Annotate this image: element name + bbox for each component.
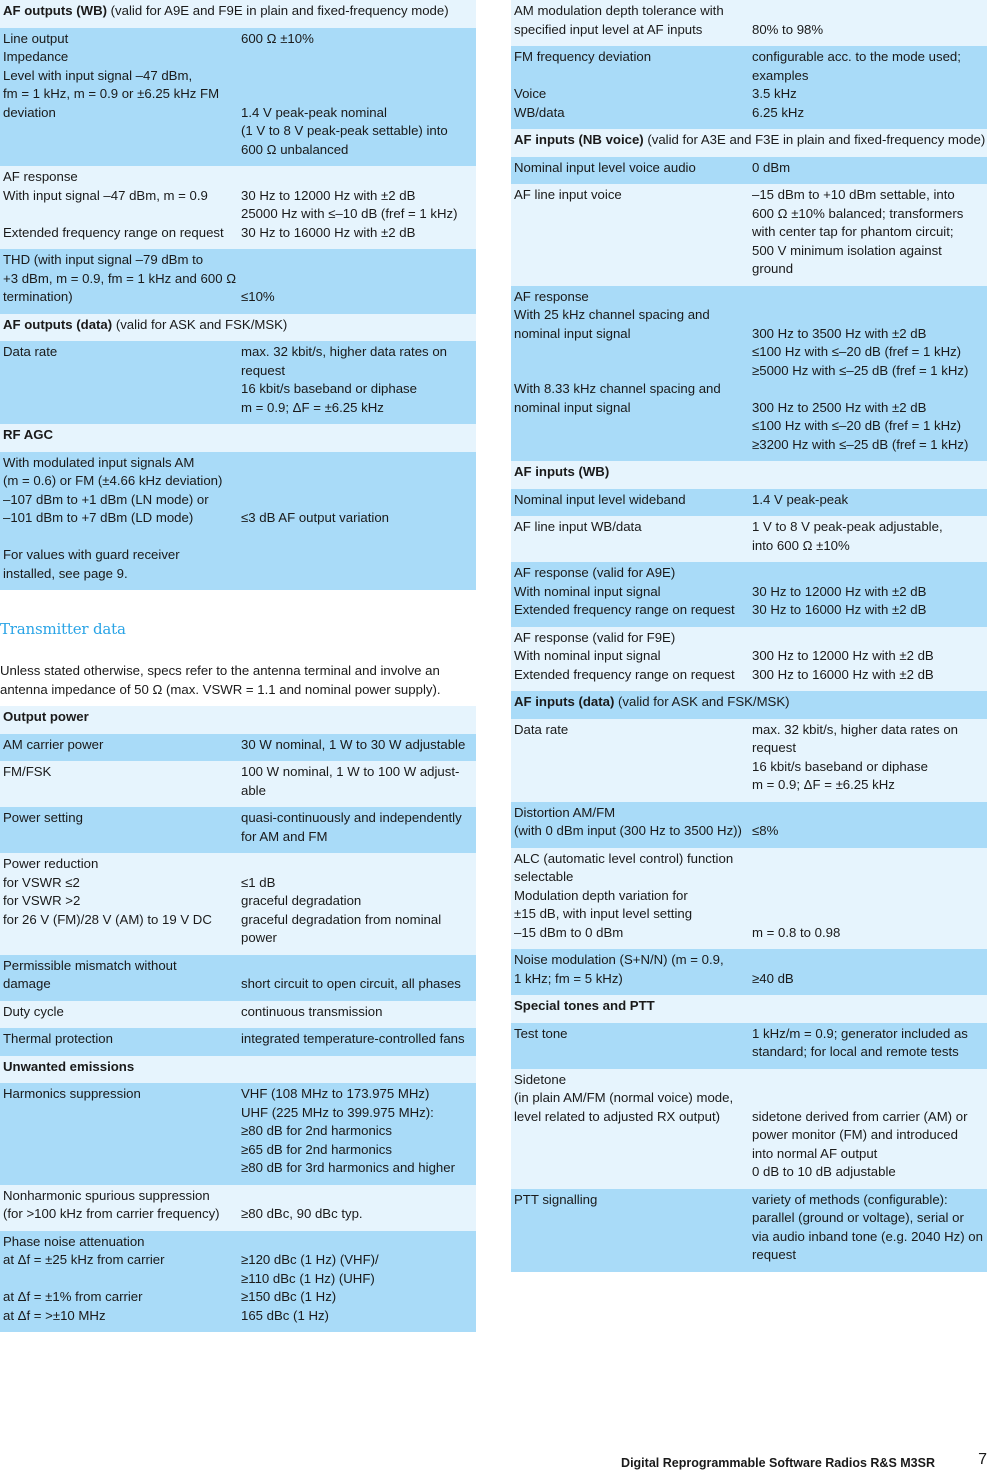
spec-row: [0, 1083, 476, 1185]
spec-label: [3, 30, 241, 160]
cell-text: Power reduction for VSWR ≤2 for VSWR >2 for 26 V (FM)/28 V (AM) to 19 V DC: [3, 856, 212, 927]
cell-text: Permissible mismatch without damage: [3, 957, 177, 991]
spec-label: [514, 491, 752, 510]
spec-row: [511, 184, 987, 286]
spec-row: [0, 1231, 476, 1333]
cell-text: Phase noise attenuation at Δf = ±25 kHz from carrier at Δf = ±1% from carrier at Δf = >±10 MHz: [3, 1233, 165, 1323]
spec-row: [511, 949, 987, 995]
cell-text: ALC (automatic level control) function selectable Modulation depth variation for ±15 dB, with input level setting –15 dBm to 0 dBm: [514, 850, 734, 940]
section-header: [3, 316, 476, 335]
spec-row: [511, 627, 987, 692]
spec-row: [0, 452, 476, 591]
cell-text: Distortion AM/FM (with 0 dBm input (300 Hz to 3500 Hz)): [514, 804, 742, 838]
spec-label: [514, 1025, 752, 1062]
left-column: [0, 0, 476, 590]
receiver-spec-table: [0, 0, 476, 590]
cell-text: AF response With 25 kHz channel spacing and nominal input signal With 8.33 kHz channel spacing and nominal input signal: [514, 288, 721, 415]
spec-value: ≥80 dBc, 90 dBc typ.: [241, 1206, 363, 1221]
page-number: 7: [978, 1451, 987, 1468]
cell-text: RF AGC: [3, 427, 54, 442]
spec-row: [511, 516, 987, 562]
spec-row: [0, 1028, 476, 1056]
spec-label: [514, 850, 752, 943]
spec-label: [514, 1191, 752, 1265]
spec-row: [0, 955, 476, 1001]
spec-value: ≤10%: [241, 289, 275, 304]
right-column: [511, 0, 987, 1272]
cell-text: AF response (valid for F9E) With nominal input signal Extended frequency range on request: [514, 629, 735, 682]
cell-text: Output power: [3, 709, 89, 724]
spec-value: 300 Hz to 12000 Hz with ±2 dB 300 Hz to 16000 Hz with ±2 dB: [752, 648, 934, 682]
section-header-row: [0, 424, 476, 452]
section-header: [3, 2, 476, 21]
cell-text: AF inputs (NB voice): [514, 132, 644, 147]
spec-value: VHF (108 MHz to 173.975 MHz) UHF (225 MHz to 399.975 MHz): ≥80 dB for 2nd harmonics ≥65 dB for 2nd harmonics ≥80 dB for 3rd harmonics and higher: [241, 1086, 455, 1175]
spec-row: [511, 1069, 987, 1189]
spec-value: ≤8%: [752, 823, 779, 838]
spec-value: short circuit to open circuit, all phases: [241, 976, 461, 991]
intro-text: Unless stated otherwise, specs refer to the antenna terminal and involve an antenna impedance of 50 Ω (max. VSWR = 1.1 and nominal power supply).: [0, 663, 441, 697]
spec-row: [0, 734, 476, 762]
spec-label: [514, 186, 752, 279]
spec-value: ≤3 dB AF output variation: [241, 510, 389, 525]
spec-value: 600 Ω ±10% 1.4 V peak-peak nominal (1 V to 8 V peak-peak settable) into 600 Ω unbalanced: [241, 30, 448, 157]
cell-text: AF line input voice: [514, 187, 622, 202]
section-header-row: [0, 706, 476, 734]
spec-value: 30 W nominal, 1 W to 30 W adjustable: [241, 736, 466, 752]
cell-text: With modulated input signals AM (m = 0.6) or FM (±4.66 kHz deviation) –107 dBm to +1 dBm (LN mode) or –101 dBm to +7 dBm (LD mode) For values with guard receiver installed, see page 9.: [3, 454, 223, 581]
spec-label: [3, 1233, 241, 1326]
spec-value: 1 kHz/m = 0.9; generator included as standard; for local and remote tests: [752, 1025, 968, 1059]
spec-value: ≥120 dBc (1 Hz) (VHF)/ ≥110 dBc (1 Hz) (UHF) ≥150 dBc (1 Hz) 165 dBc (1 Hz): [241, 1252, 379, 1323]
section-header-row: [511, 461, 987, 489]
spec-label: [3, 1085, 241, 1178]
spec-value: variety of methods (configurable): parallel (ground or voltage), serial or via audio inband tone (e.g. 2040 Hz) on request: [752, 1191, 983, 1262]
spec-label: [514, 629, 752, 685]
spec-label: [3, 1003, 241, 1022]
spec-label: [3, 763, 241, 800]
spec-row: [0, 1001, 476, 1029]
spec-value: –15 dBm to +10 dBm settable, into 600 Ω ±10% balanced; transformers with center tap for phantom circuit; 500 V minimum isolation against ground: [752, 187, 964, 276]
cell-text: Data rate: [514, 721, 569, 737]
cell-text: Power setting: [3, 810, 83, 825]
section-header: [514, 463, 987, 482]
spec-value: 30 Hz to 12000 Hz with ±2 dB 25000 Hz with ≤–10 dB (fref = 1 kHz) 30 Hz to 16000 Hz with ±2 dB: [241, 187, 458, 240]
spec-value: configurable acc. to the mode used; examples 3.5 kHz 6.25 kHz: [752, 49, 961, 120]
spec-label: [3, 1187, 241, 1224]
cell-text: Harmonics suppression: [3, 1086, 141, 1101]
spec-row: [0, 761, 476, 807]
section-header-row: [0, 0, 476, 28]
section-header: [3, 426, 476, 445]
spec-label: [3, 168, 241, 242]
spec-label: [3, 855, 241, 948]
spec-value: 300 Hz to 3500 Hz with ±2 dB ≤100 Hz with ≤–20 dB (fref = 1 kHz) ≥5000 Hz with ≤–25 dB (fref = 1 kHz) 300 Hz to 2500 Hz with ±2 dB ≤100 Hz with ≤–20 dB (fref = 1 kHz) ≥3200 Hz with ≤–25 dB (fref = 1 kHz): [752, 325, 969, 452]
cell-text: Nonharmonic spurious suppression (for >100 kHz from carrier frequency): [3, 1187, 220, 1221]
cell-text: Unwanted emissions: [3, 1058, 135, 1074]
spec-value: 100 W nominal, 1 W to 100 W adjust- able: [241, 764, 460, 798]
cell-text: AF inputs (WB): [514, 464, 610, 479]
spec-value: quasi-continuously and independently for AM and FM: [241, 810, 462, 844]
section-header-row: [0, 314, 476, 342]
spec-label: [514, 518, 752, 555]
spec-row: [511, 802, 987, 848]
cell-text: Duty cycle: [3, 1003, 64, 1019]
cell-text: FM/FSK: [3, 764, 52, 779]
spec-row: [0, 853, 476, 955]
cell-text: AF outputs (WB): [3, 3, 107, 18]
cell-text: Line output Impedance Level with input signal –47 dBm, fm = 1 kHz, m = 0.9 or ±6.25 kHz FM deviation: [3, 30, 220, 120]
section-header-row: [0, 1056, 476, 1084]
spec-label: [514, 48, 752, 122]
spec-label: [3, 736, 241, 755]
spec-value: continuous transmission: [241, 1003, 383, 1019]
spec-value: m = 0.8 to 0.98: [752, 924, 841, 940]
spec-label: [3, 251, 241, 307]
cell-text: Nominal input level voice audio: [514, 159, 696, 175]
section-note: (valid for ASK and FSK/MSK): [112, 316, 288, 332]
spec-row: [0, 28, 476, 167]
spec-row: [511, 1023, 987, 1069]
spec-value: 1 V to 8 V peak-peak adjustable, into 600 Ω ±10%: [752, 519, 943, 553]
spec-value: sidetone derived from carrier (AM) or power monitor (FM) and introduced into normal AF output 0 dB to 10 dB adjustable: [752, 1108, 968, 1179]
spec-label: [514, 288, 752, 455]
spec-row: [511, 719, 987, 802]
cell-text: Nominal input level wideband: [514, 491, 686, 507]
spec-label: [514, 564, 752, 620]
spec-row: [511, 157, 987, 185]
spec-row: [511, 489, 987, 517]
spec-value: 0 dBm: [752, 159, 791, 175]
cell-text: AF inputs (data): [514, 694, 615, 709]
section-header-row: [511, 129, 987, 157]
spec-row: [0, 166, 476, 249]
spec-value: 80% to 98%: [752, 21, 824, 37]
cell-text: Test tone: [514, 1025, 568, 1041]
cell-text: AF response With input signal –47 dBm, m = 0.9 Extended frequency range on request: [3, 169, 224, 240]
spec-label: [3, 454, 241, 584]
spec-label: [514, 951, 752, 988]
section-header: [514, 997, 987, 1016]
section-note: (valid for ASK and FSK/MSK): [614, 694, 790, 709]
cell-text: Sidetone (in plain AM/FM (normal voice) mode, level related to adjusted RX output): [514, 1071, 734, 1124]
cell-text: Thermal protection: [3, 1031, 113, 1046]
section-title: Transmitter data: [0, 620, 126, 638]
spec-value: max. 32 kbit/s, higher data rates on request 16 kbit/s baseband or diphase m = 0.9; ΔF = ±6.25 kHz: [752, 721, 958, 792]
section-header: [514, 693, 987, 712]
spec-label: [514, 1071, 752, 1182]
spec-row: [0, 341, 476, 424]
cell-text: Noise modulation (S+N/N) (m = 0.9, 1 kHz; fm = 5 kHz): [514, 952, 724, 986]
cell-text: PTT signalling: [514, 1191, 598, 1207]
spec-row: [511, 46, 987, 129]
spec-row: [511, 848, 987, 950]
spec-label: [3, 1030, 241, 1049]
spec-label: [514, 721, 752, 795]
cell-text: FM frequency deviation Voice WB/data: [514, 49, 652, 120]
spec-label: [514, 159, 752, 178]
spec-row: [511, 562, 987, 627]
spec-row: [0, 249, 476, 314]
section-header: [3, 1058, 476, 1077]
section-header-row: [511, 691, 987, 719]
footer-title: Digital Reprogrammable Software Radios R&S M3SR: [621, 1456, 935, 1470]
cell-text: AF line input WB/data: [514, 519, 642, 534]
spec-value: ≤1 dB graceful degradation graceful degradation from nominal power: [241, 874, 442, 945]
cell-text: AF outputs (data): [3, 316, 113, 332]
cell-text: Data rate: [3, 344, 58, 359]
section-header: [3, 708, 476, 727]
spec-row: [511, 0, 987, 46]
section-note: (valid for A3E and F3E in plain and fixed-frequency mode): [643, 132, 986, 147]
spec-label: [3, 343, 241, 417]
section-header-row: [511, 995, 987, 1023]
cell-text: THD (with input signal –79 dBm to +3 dBm, m = 0.9, fm = 1 kHz and 600 Ω termination): [3, 252, 237, 304]
spec-label: [514, 804, 752, 841]
cell-text: AF response (valid for A9E) With nominal input signal Extended frequency range on request: [514, 565, 735, 617]
cell-text: AM modulation depth tolerance with specified input level at AF inputs: [514, 3, 724, 37]
spec-label: [3, 809, 241, 846]
section-header: [514, 131, 987, 150]
spec-value: integrated temperature-controlled fans: [241, 1031, 465, 1046]
spec-row: [511, 1189, 987, 1272]
spec-label: [3, 957, 241, 994]
spec-row: [0, 1185, 476, 1231]
spec-value: max. 32 kbit/s, higher data rates on request 16 kbit/s baseband or diphase m = 0.9; ΔF = ±6.25 kHz: [241, 344, 447, 415]
transmitter-spec-table: [0, 706, 476, 1332]
spec-value: ≥40 dB: [752, 970, 794, 986]
spec-label: [514, 2, 752, 39]
spec-row: [511, 286, 987, 462]
section-note: (valid for A9E and F9E in plain and fixed-frequency mode): [107, 3, 449, 18]
spec-row: [0, 807, 476, 853]
spec-value: 30 Hz to 12000 Hz with ±2 dB 30 Hz to 16000 Hz with ±2 dB: [752, 583, 927, 617]
cell-text: AM carrier power: [3, 736, 104, 752]
cell-text: Special tones and PTT: [514, 998, 655, 1013]
spec-value: 1.4 V peak-peak: [752, 491, 849, 507]
